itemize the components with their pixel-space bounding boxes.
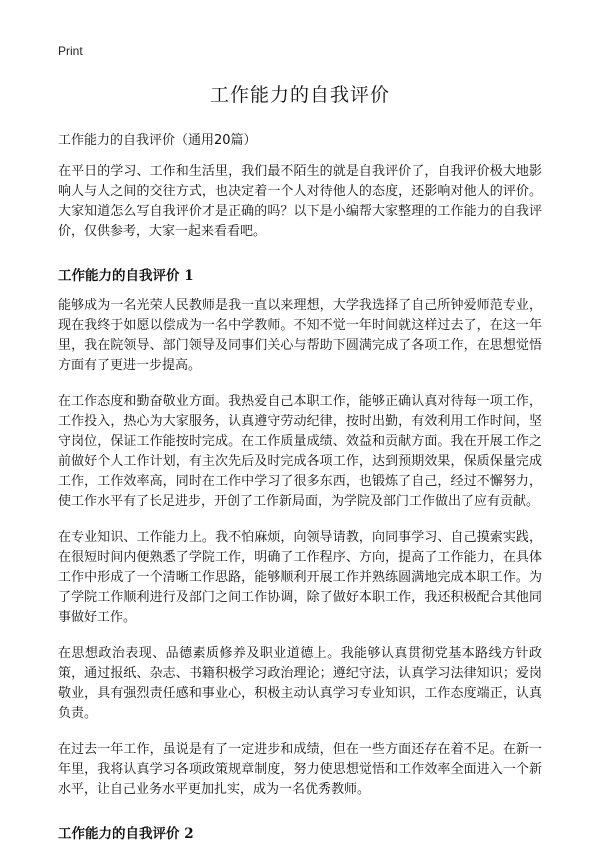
print-link[interactable]: Print — [58, 44, 83, 58]
section-1-paragraph: 在思想政治表现、品德素质修养及职业道德上。我能够认真贯彻党基本路线方针政策，通过报纸、杂志、书籍积极学习政治理论；遵纪守法，认真学习法律知识；爱岗敬业，具有强烈责任感和事业心，积极主动认真学习专业知识，工作态度端正，认真负责。 — [58, 646, 542, 721]
section-1-paragraph: 能够成为一名光荣人民教师是我一直以来理想，大学我选择了自己所钟爱师范专业，现在我终于如愿以偿成为一名中学教师。不知不觉一年时间就这样过去了，在这一年里，我在院领导、部门领导及同事们关心与帮助下圆满完成了各项工作，在思想觉悟方面有了更进一步提高。 — [58, 298, 542, 373]
section-1-paragraph: 在工作态度和勤奋敬业方面。我热爱自己本职工作，能够正确认真对待每一项工作，工作投入，热心为大家服务，认真遵守劳动纪律，按时出勤，有效利用工作时间，坚守岗位，保证工作能按时完成。在工作质量成绩、效益和贡献方面。我在开展工作之前做好个人工作计划，有主次先后及时完成各项工作，达到预期效果，保质保量完成工作，工作效率高，同时在工作中学习了很多东西，也锻炼了自己，经过不懈努力，使工作水平有了长足进步，开创了工作新局面，为学院及部门工作做出了应有贡献。 — [58, 394, 542, 509]
section-heading-1: 工作能力的自我评价 1 — [58, 268, 194, 284]
intro-paragraph: 在平日的学习、工作和生活里，我们最不陌生的就是自我评价了，自我评价极大地影响人与人之间的交往方式，也决定着一个人对待他人的态度，还影响对他人的评价。大家知道怎么写自我评价才是正确的吗？以下是小编帮大家整理的工作能力的自我评价，仅供参考，大家一起来看看吧。 — [58, 164, 542, 239]
section-1-paragraph: 在过去一年工作，虽说是有了一定进步和成绩，但在一些方面还存在着不足。在新一年里，我将认真学习各项政策规章制度，努力使思想觉悟和工作效率全面进入一个新水平，让自己业务水平更加扎实，成为一名优秀教师。 — [58, 742, 542, 797]
section-1-paragraph: 在专业知识、工作能力上。我不怕麻烦，向领导请教，向同事学习、自己摸索实践，在很短时间内便熟悉了学院工作，明确了工作程序、方向，提高了工作能力，在具体工作中形成了一个清晰工作思路，能够顺利开展工作并熟练圆满地完成本职工作。为了学院工作顺利进行及部门之间工作协调，除了做好本职工作，我还积极配合其他同事做好工作。 — [58, 530, 542, 625]
page-title: 工作能力的自我评价 — [209, 84, 390, 106]
section-heading-2: 工作能力的自我评价 2 — [58, 826, 194, 842]
document-subtitle: 工作能力的自我评价（通用20篇） — [58, 133, 257, 148]
